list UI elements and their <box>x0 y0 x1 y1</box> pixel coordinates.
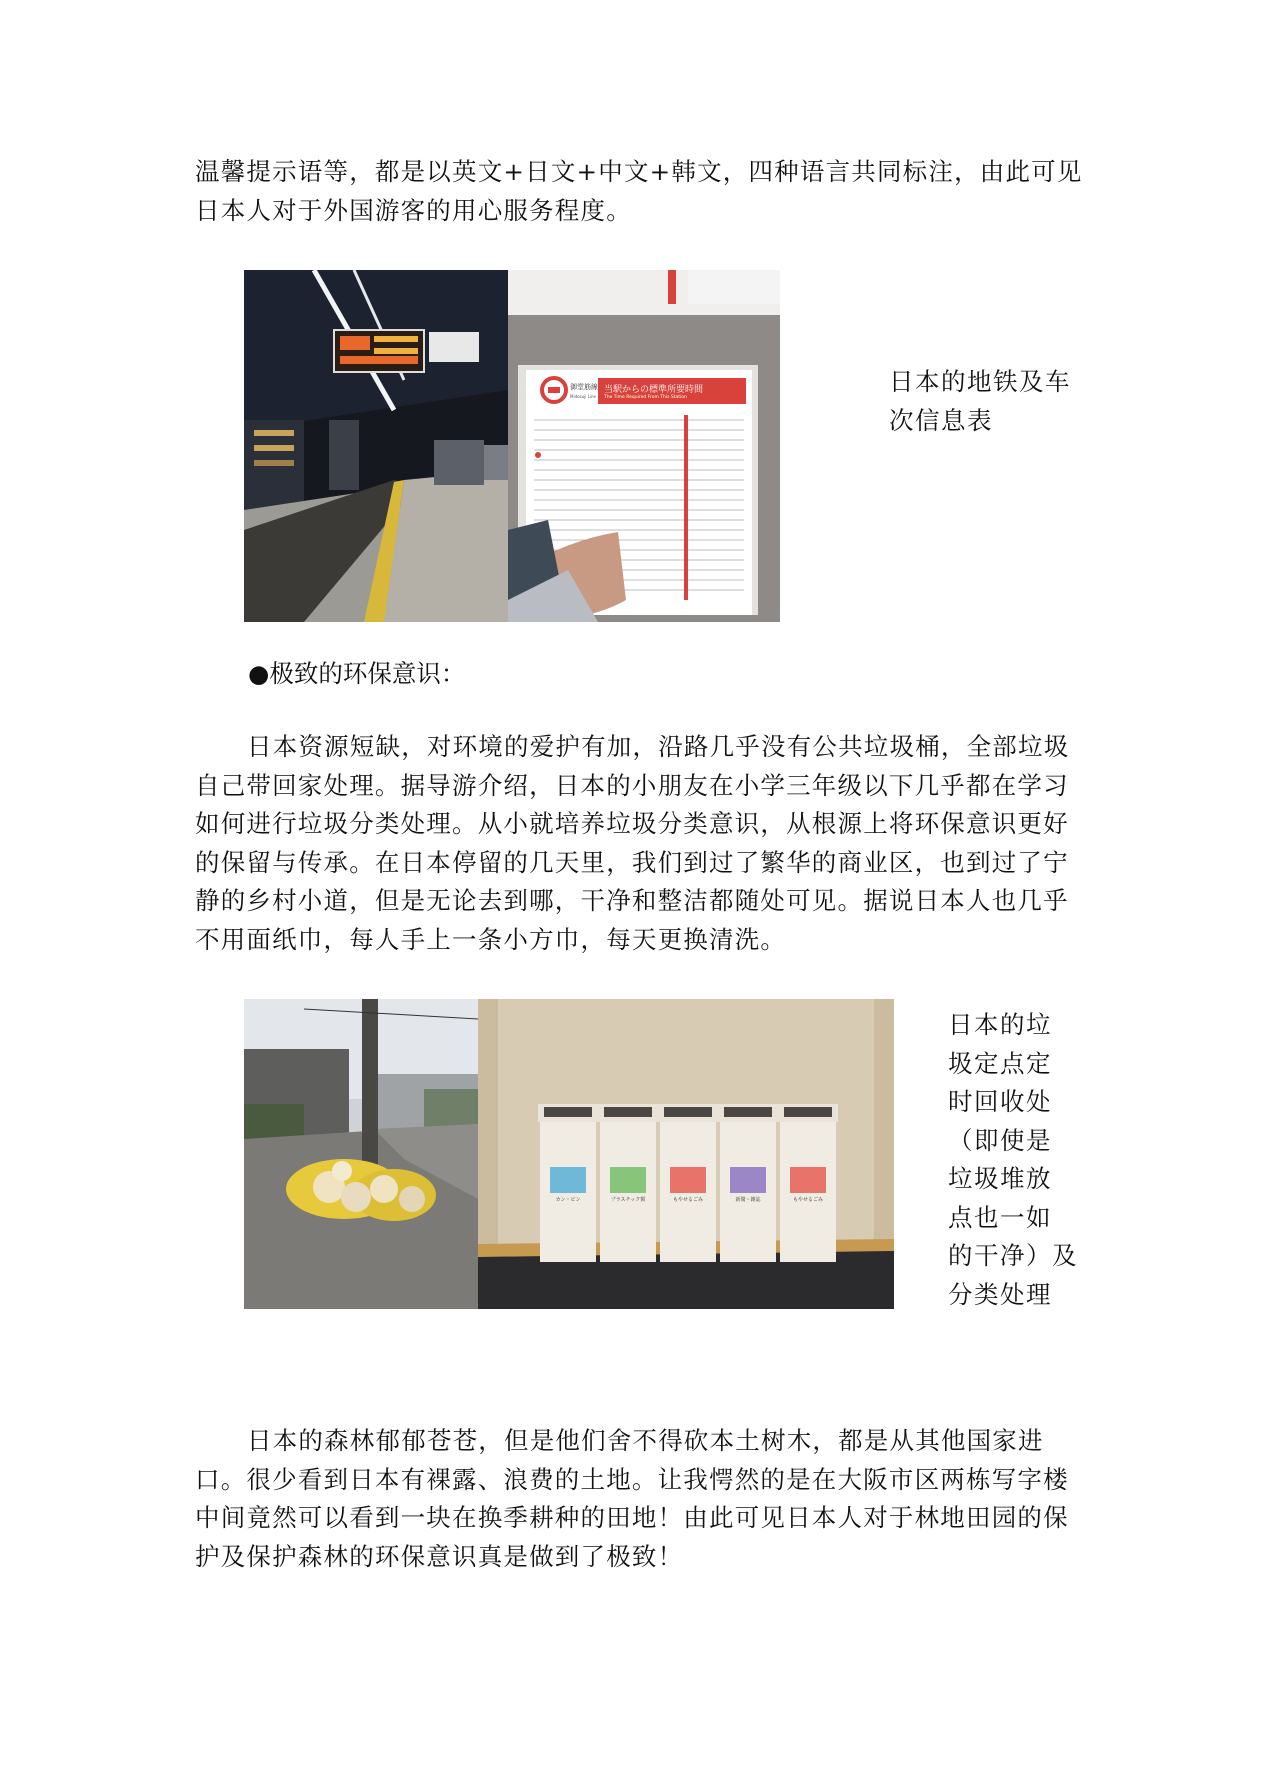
line-name: 御堂筋線 <box>570 383 598 391</box>
sign-subtitle: The Time Required From This Station <box>604 395 687 400</box>
section-heading: ●极致的环保意识： <box>248 659 466 688</box>
figure2-caption-line: 垃圾堆放 <box>948 1164 1052 1193</box>
figure2-caption-line: 时回收处 <box>948 1087 1052 1116</box>
figure2-caption-line: 圾定点定 <box>948 1048 1052 1078</box>
bin-label: プラスチック類 <box>610 1197 646 1203</box>
env-paragraph: 日本资源短缺，对环境的爱护有加，沿路几乎没有公共垃圾桶，全部垃圾自己带回家处理。据导游介绍，日本的小朋友在小学三年级以下几乎都在学习如何进行垃圾分类处理。从小就培养垃圾分类意识，从根源上将环保意识更好的保留与传承。在日本停留的几天里，我们到过了繁华的商业区，也到过了宁静的乡村小道，但是无论去到哪，干净和整洁都随处可见。据说日本人也几乎不用面纸巾，每人手上一条小方巾，每天更换清洗。 <box>195 732 1070 954</box>
bin-label: もやせるごみ <box>672 1197 703 1203</box>
figure1-caption-line: 日本的地铁及车 <box>889 367 1071 396</box>
intro-paragraph: 温馨提示语等，都是以英文+日文+中文+韩文，四种语言共同标注，由此可见日本人对于外国游客的用心服务程度。 <box>195 157 1083 225</box>
figure1-caption-line: 次信息表 <box>889 405 993 435</box>
forest-paragraph: 日本的森林郁郁苍苍，但是他们舍不得砍本土树木，都是从其他国家进口。很少看到日本有裸露、浪费的土地。让我愕然的是在大阪市区两栋写字楼中间竟然可以看到一块在换季耕种的田地！由此可见日本人对于林地田园的保护及保护森林的环保意识真是做到了极致！ <box>195 1426 1069 1571</box>
figure2-caption <box>948 1006 1078 1314</box>
timetable-sign-photo <box>508 270 780 622</box>
figure2-caption-line: 日本的垃 <box>948 1010 1052 1039</box>
bin-label: カン・ビン <box>555 1197 581 1203</box>
line-name-en: Midosuji Line <box>570 394 596 399</box>
figure2-caption-line: 分类处理 <box>948 1279 1052 1309</box>
figure2-caption-line: （即使是 <box>948 1125 1052 1155</box>
sign-title: 当駅からの標準所要時間 <box>604 385 704 395</box>
figure1-caption <box>889 363 1071 440</box>
figure2-caption-line: 点也一如 <box>948 1202 1052 1232</box>
figure2-caption-line: 的干净）及 <box>948 1241 1078 1270</box>
bin-label: もやせるごみ <box>792 1197 823 1203</box>
bin-label: 新聞・雑誌 <box>735 1197 761 1203</box>
street-garbage-photo <box>244 999 478 1309</box>
recycling-bins-photo <box>478 999 894 1309</box>
subway-platform-photo <box>244 270 508 622</box>
